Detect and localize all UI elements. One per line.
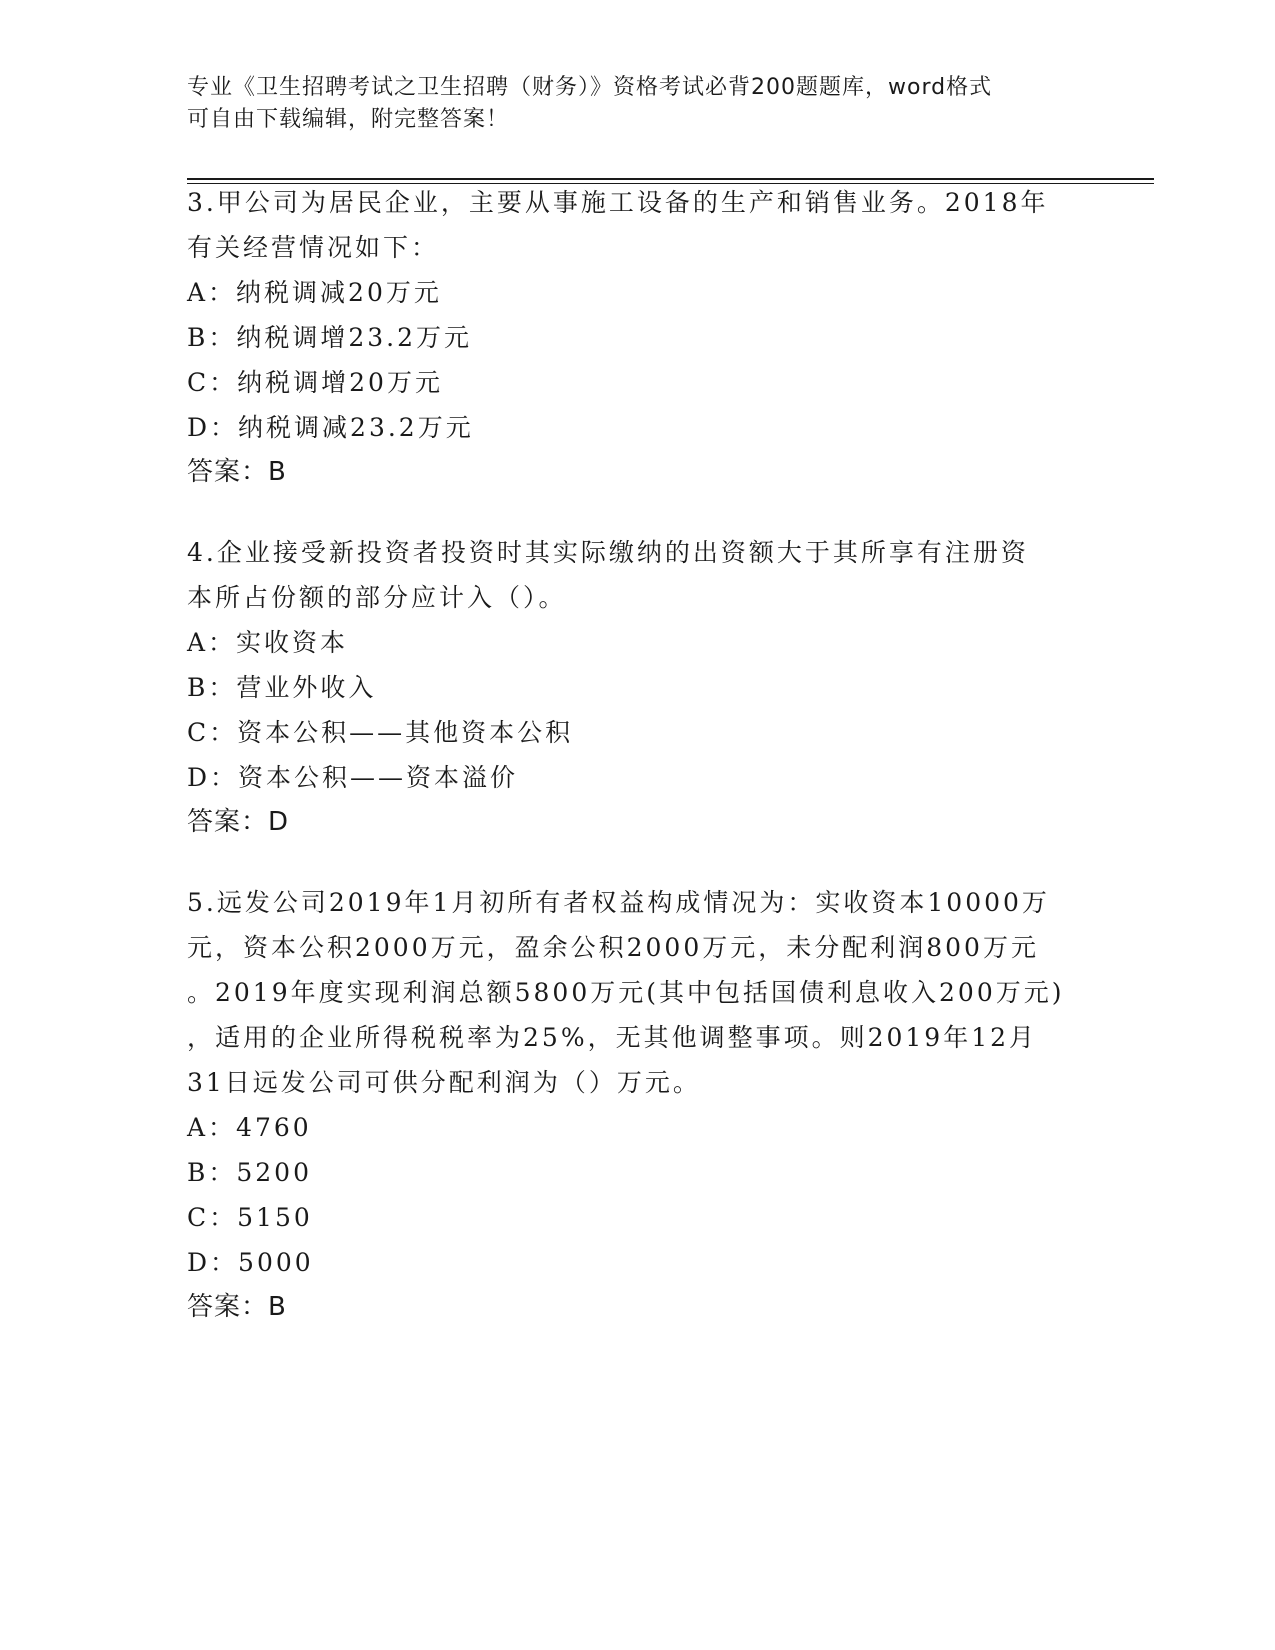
option-a: A：实收资本 — [187, 628, 349, 657]
option-b: B：5200 — [187, 1158, 312, 1187]
question-stem-line: 有关经营情况如下： — [187, 233, 440, 262]
answer-line: 答案：B — [187, 1292, 287, 1322]
option-a: A：纳税调减20万元 — [187, 278, 442, 307]
question-stem-line: 元，资本公积2000万元，盈余公积2000万元，未分配利润800万元 — [187, 933, 1039, 962]
answer-line: 答案：B — [187, 457, 287, 487]
document-header — [187, 72, 1067, 136]
option-c: C：资本公积——其他资本公积 — [187, 718, 574, 747]
option-c: C：纳税调增20万元 — [187, 368, 443, 397]
option-d: D：纳税调减23.2万元 — [187, 413, 474, 442]
question-block-3 — [187, 180, 1067, 495]
option-c: C：5150 — [187, 1203, 313, 1232]
option-d: D：资本公积——资本溢价 — [187, 763, 519, 792]
question-stem-line: 4.企业接受新投资者投资时其实际缴纳的出资额大于其所享有注册资 — [187, 538, 1029, 567]
question-stem-line: 5.远发公司2019年1月初所有者权益构成情况为：实收资本10000万 — [187, 888, 1050, 917]
question-block-4 — [187, 530, 1067, 845]
option-a: A：4760 — [187, 1113, 312, 1142]
option-b: B：营业外收入 — [187, 673, 377, 702]
answer-line: 答案：D — [187, 807, 290, 837]
header-line-1: 专业《卫生招聘考试之卫生招聘（财务）》资格考试必背200题题库，word格式 — [187, 75, 993, 100]
question-stem-line: 。2019年度实现利润总额5800万元(其中包括国债利息收入200万元) — [187, 978, 1065, 1007]
question-stem-line: 3.甲公司为居民企业，主要从事施工设备的生产和销售业务。2018年 — [187, 188, 1049, 217]
question-stem-line: 31日远发公司可供分配利润为（）万元。 — [187, 1068, 701, 1097]
option-d: D：5000 — [187, 1248, 314, 1277]
question-block-5 — [187, 880, 1067, 1330]
question-stem-line: ，适用的企业所得税税率为25%，无其他调整事项。则2019年12月 — [187, 1023, 1038, 1052]
question-stem-line: 本所占份额的部分应计入（）。 — [187, 583, 567, 612]
header-line-2: 可自由下载编辑，附完整答案！ — [187, 107, 510, 132]
option-b: B：纳税调增23.2万元 — [187, 323, 473, 352]
